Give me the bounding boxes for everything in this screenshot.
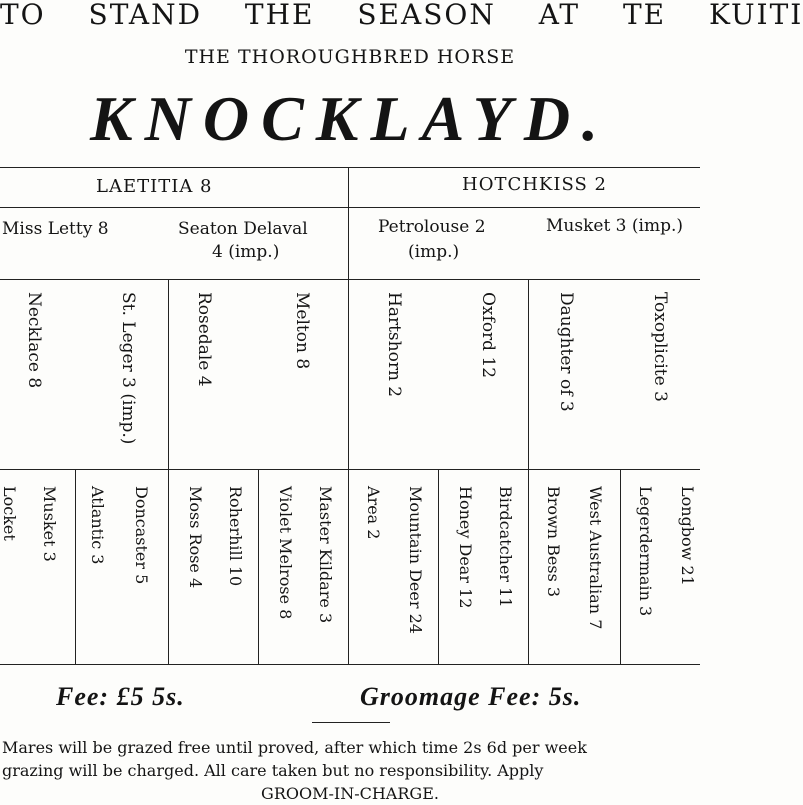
gen3-item: St. Leger 3 (imp.) <box>118 292 138 445</box>
dam-name: HOTCHKISS 2 <box>462 174 608 195</box>
groomage-fee: Groomage Fee: 5s. <box>360 682 582 711</box>
gen4-item: West Australian 7 <box>586 486 605 630</box>
gen4-item: Roherhill 10 <box>226 486 245 587</box>
gen4-item: Musket 3 <box>40 486 59 562</box>
gen4-item: Locket <box>0 486 19 541</box>
gen2-rule <box>0 279 700 280</box>
fee-rule <box>312 722 390 723</box>
gen3-item: Toxoplicite 3 <box>650 292 670 402</box>
gen4-item: Atlantic 3 <box>88 486 107 565</box>
sire-dam-divider <box>348 167 349 279</box>
gen3-item: Oxford 12 <box>478 292 498 379</box>
gen4-item: Birdcatcher 11 <box>496 486 515 608</box>
dam-sire-line2: (imp.) <box>408 242 460 262</box>
table-bottom-rule <box>0 664 700 665</box>
gen3-item: Rosedale 4 <box>194 292 214 387</box>
table-top-rule <box>0 167 700 168</box>
sire-sire: Miss Letty 8 <box>2 219 109 239</box>
gen3-item: Necklace 8 <box>24 292 44 389</box>
subheading: THE THOROUGHBRED HORSE <box>184 46 516 68</box>
notice-line-2: grazing will be charged. All care taken but no responsibility. Apply <box>2 761 544 780</box>
gen3-item: Melton 8 <box>292 292 312 370</box>
gen4-item: Moss Rose 4 <box>186 486 205 589</box>
sire-underline <box>0 207 348 208</box>
gen4-divider-1 <box>75 469 76 664</box>
gen4-item: Master Kildare 3 <box>316 486 335 624</box>
gen3-item: Daughter of 3 <box>556 292 576 412</box>
fee: Fee: £5 5s. <box>56 682 185 711</box>
gen4-item: Area 2 <box>364 486 383 540</box>
sire-dam-line2: 4 (imp.) <box>212 242 280 262</box>
dam-sire-line1: Petrolouse 2 <box>378 217 486 237</box>
gen4-divider-6 <box>620 469 621 664</box>
gen4-item: Violet Melrose 8 <box>276 486 295 620</box>
notice-line-3: GROOM-IN-CHARGE. <box>261 784 439 803</box>
horse-name: KNOCKLAYD. <box>89 83 611 154</box>
gen4-item: Mountain Deer 24 <box>406 486 425 634</box>
sire-dam-line1: Seaton Delaval <box>178 219 308 239</box>
gen3-rule <box>0 469 700 470</box>
gen3-item: Hartshorn 2 <box>384 292 404 398</box>
gen4-divider-3 <box>258 469 259 664</box>
gen4-divider-4 <box>438 469 439 664</box>
gen4-item: Longbow 21 <box>678 486 697 586</box>
gen4-item: Brown Bess 3 <box>544 486 563 598</box>
gen4-divider-5 <box>528 469 529 664</box>
gen3-divider-2 <box>348 279 349 664</box>
gen4-divider-2 <box>168 469 169 664</box>
dam-underline <box>348 207 700 208</box>
gen4-item: Honey Dear 12 <box>456 486 475 609</box>
gen3-divider-1 <box>168 279 169 469</box>
sire-name: LAETITIA 8 <box>96 176 213 197</box>
gen4-item: Legerdermain 3 <box>636 486 655 617</box>
dam-dam: Musket 3 (imp.) <box>546 216 684 236</box>
gen3-divider-3 <box>528 279 529 469</box>
gen4-item: Doncaster 5 <box>132 486 151 585</box>
headline: TO STAND THE SEASON AT TE KUITI <box>0 0 803 31</box>
notice-line-1: Mares will be grazed free until proved, after which time 2s 6d per week <box>2 738 587 757</box>
